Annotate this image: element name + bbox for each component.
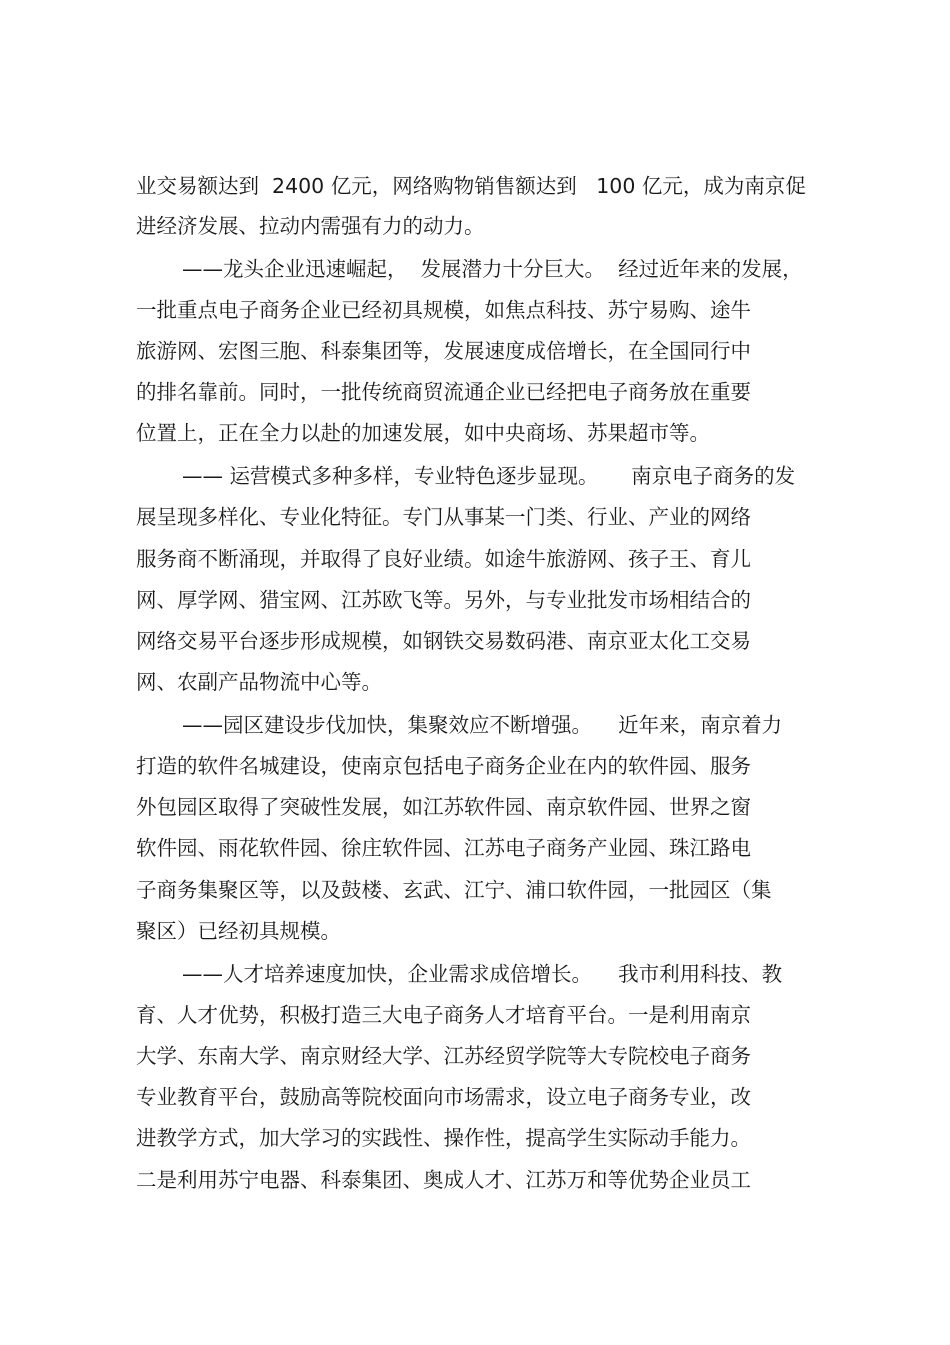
paragraph-heading-line: —— 运营模式多种多样，专业特色逐步显现。 南京电子商务的发 [182,464,796,488]
text-line: 二是利用苏宁电器、科泰集团、奥成人才、江苏万和等优势企业员工 [136,1168,751,1192]
text-line: 服务商不断涌现，并取得了良好业绩。如途牛旅游网、孩子王、育儿 [136,547,751,571]
text-line: 外包园区取得了突破性发展，如江苏软件园、南京软件园、世界之窗 [136,795,751,819]
text-line: 一批重点电子商务企业已经初具规模，如焦点科技、苏宁易购、途牛 [136,298,751,322]
text-line: 进教学方式，加大学习的实践性、操作性，提高学生实际动手能力。 [136,1126,751,1150]
text-line: 网、厚学网、猎宝网、江苏欧飞等。另外，与专业批发市场相结合的 [136,588,751,612]
text-line: 聚区）已经初具规模。 [136,919,341,943]
text-line: 专业教育平台，鼓励高等院校面向市场需求，设立电子商务专业，改 [136,1085,751,1109]
text-line: 大学、东南大学、南京财经大学、江苏经贸学院等大专院校电子商务 [136,1044,751,1068]
text-line: 网、农副产品物流中心等。 [136,670,382,694]
text-line: 网络交易平台逐步形成规模，如钢铁交易数码港、南京亚太化工交易 [136,629,751,653]
text-line: 位置上，正在全力以赴的加速发展，如中央商场、苏果超市等。 [136,421,710,445]
text-line: 的排名靠前。同时，一批传统商贸流通企业已经把电子商务放在重要 [136,380,751,404]
text-line: 软件园、雨花软件园、徐庄软件园、江苏电子商务产业园、珠江路电 [136,836,751,860]
text-line: 子商务集聚区等，以及鼓楼、玄武、江宁、浦口软件园，一批园区（集 [136,878,772,902]
paragraph-heading-line: ——园区建设步伐加快，集聚效应不断增强。 近年来，南京着力 [182,713,783,737]
paragraph-heading-line: ——龙头企业迅速崛起， 发展潜力十分巨大。 经过近年来的发展， [182,257,803,281]
text-line: 进经济发展、拉动内需强有力的动力。 [136,214,485,238]
text-line: 业交易额达到 2400 亿元，网络购物销售额达到 100 亿元，成为南京促 [136,174,806,198]
paragraph-heading-line: ——人才培养速度加快，企业需求成倍增长。 我市利用科技、教 [182,962,783,986]
text-line: 旅游网、宏图三胞、科泰集团等，发展速度成倍增长，在全国同行中 [136,339,751,363]
text-line: 展呈现多样化、专业化特征。专门从事某一门类、行业、产业的网络 [136,505,751,529]
text-line: 育、人才优势，积极打造三大电子商务人才培育平台。一是利用南京 [136,1003,751,1027]
text-line: 打造的软件名城建设，使南京包括电子商务企业在内的软件园、服务 [136,754,751,778]
